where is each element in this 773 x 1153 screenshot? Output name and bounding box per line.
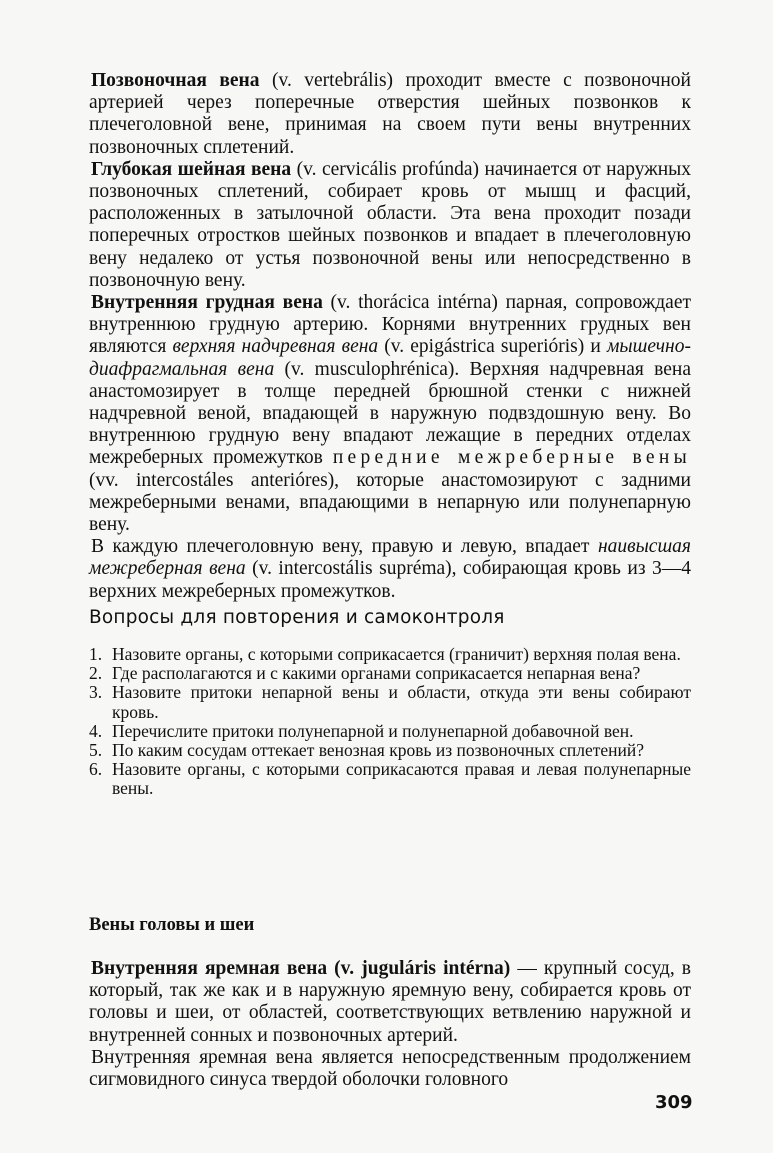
question-item [89, 645, 691, 664]
text-run: Позвоночная вена [91, 70, 260, 91]
body-text-bottom [89, 958, 691, 1091]
text-run: передние межреберные вены [332, 447, 691, 469]
text-run: верхняя надчревная вена [172, 336, 379, 358]
question-number: 1. [89, 644, 103, 664]
question-item [89, 722, 691, 741]
text-run: — крупный сосуд, в который, так же как и в наружную яремную вену, собирается кровь от головы и шеи, от областей, соответствующих ветвлению наружной и внутренней сонных и позвоночных артерий. [89, 958, 691, 1046]
question-text: Назовите притоки непарной вены и области, откуда эти вены собирают кровь. [112, 682, 691, 722]
paragraph-deep-cervical-vein [89, 159, 691, 292]
questions-heading: Вопросы для повторения и самоконтроля [89, 607, 505, 628]
question-text: Назовите органы, с которыми соприкасается (граничит) верхняя полая вена. [112, 644, 681, 664]
text-run: Внутренняя грудная вена [91, 292, 323, 314]
question-number: 3. [89, 682, 103, 703]
question-item [89, 664, 691, 683]
text-run: (v. epigástrica superióris) и [378, 336, 607, 358]
question-number: 4. [89, 720, 103, 741]
questions-list [89, 645, 691, 799]
text-run: мышечно-диафрагмальная вена [89, 336, 691, 380]
question-number: 6. [89, 759, 103, 780]
text-run: В каждую плечеголовную вену, правую и левую, впадает [91, 536, 598, 558]
text-run: Внутренняя яремная вена (v. juguláris intérna) [91, 958, 511, 979]
page-number: 309 [655, 1092, 693, 1113]
paragraph-jugular-continuation [89, 1047, 691, 1091]
text-run: (v. musculophrénica). Верхняя надчревная вена анастомозирует в толще передней брюшной стенки с нижней надчревной веной, впадающей в наружную подвздошную вену. Во внутреннюю грудную вену впадают лежащие в передних отделах межреберных промежутков [89, 358, 691, 469]
question-number: 5. [89, 740, 103, 761]
text-run: Глубокая шейная вена [91, 158, 292, 180]
question-text: Перечислите притоки полунепарной и полунепарной добавочной вен. [112, 720, 634, 741]
text-run: наивысшая межреберная вена [89, 536, 691, 580]
question-item [89, 741, 691, 760]
question-text: По каким сосудам оттекает венозная кровь из позвоночных сплетений? [112, 740, 645, 761]
question-text: Назовите органы, с которыми соприкасаются правая и левая полунепарные вены. [112, 759, 691, 799]
text-run: (v. vertebrális) проходит вместе с позвоночной артерией через поперечные отверстия шейных позвонков к плечеголовной вене, принимая на своем пути вены внутренних позвоночных сплетений. [89, 70, 691, 158]
text-run: (v. thorácica intérna) парная, сопровождает внутреннюю грудную артерию. Корнями внутренних грудных вен являются [89, 292, 691, 358]
question-item [89, 683, 691, 721]
question-text: Где располагаются и с какими органами соприкасается непарная вена? [112, 663, 641, 684]
paragraph-vertebral-vein [89, 70, 691, 159]
paragraph-supreme-intercostal-vein [89, 536, 691, 603]
text-run: (v. intercostális supréma), собирающая кровь из 3—4 верхних межреберных промежутков. [89, 558, 691, 602]
question-item [89, 760, 691, 798]
section-title: Вены головы и шеи [89, 915, 255, 935]
question-number: 2. [89, 663, 103, 684]
text-run: (vv. intercostáles anterióres), которые анастомозируют с задними межреберными венами, впадающими в непарную или полунепарную вену. [89, 469, 691, 536]
text-run: Внутренняя яремная вена является непосредственным продолжением сигмовидного синуса твердой оболочки головного [89, 1046, 691, 1091]
body-text-top [89, 70, 691, 603]
paragraph-internal-thoracic-vein [89, 292, 691, 536]
paragraph-internal-jugular-vein [89, 958, 691, 1047]
text-run: (v. cervicális profúnda) начинается от наружных позвоночных сплетений, собирает кровь от мышц и фасций, расположенных в затылочной области. Эта вена проходит позади поперечных отростков шейных позвонков и впадает в плечеголовную вену недалеко от устья позвоночной вены или непосредственно в позвоночную вену. [89, 158, 691, 291]
